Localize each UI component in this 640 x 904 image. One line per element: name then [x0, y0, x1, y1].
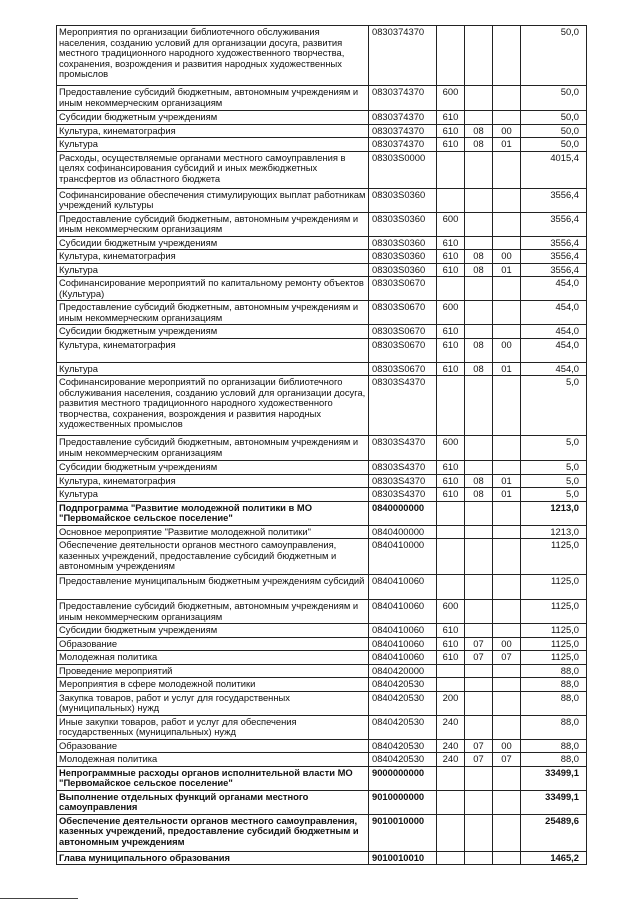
cell-subsection: 01 [493, 362, 521, 376]
cell-target-code: 0830374370 [369, 26, 437, 86]
cell-expense-type: 610 [437, 338, 465, 362]
cell-name: Образование [57, 637, 369, 651]
table-row [57, 651, 587, 665]
cell-section [465, 436, 493, 461]
cell-expense-type [437, 575, 465, 600]
cell-amount: 88,0 [521, 715, 587, 739]
cell-target-code: 08303S4370 [369, 461, 437, 475]
cell-name: Культура, кинематография [57, 338, 369, 362]
cell-subsection [493, 575, 521, 600]
cell-name: Непрограммные расходы органов исполнительной власти МО "Первомайское сельское поселение" [57, 766, 369, 790]
table-row [57, 715, 587, 739]
cell-subsection [493, 766, 521, 790]
table-row [57, 664, 587, 678]
cell-subsection: 00 [493, 739, 521, 753]
cell-section [465, 600, 493, 624]
cell-section: 08 [465, 362, 493, 376]
cell-amount: 1125,0 [521, 539, 587, 575]
cell-subsection [493, 86, 521, 111]
cell-section [465, 814, 493, 851]
cell-amount: 1465,2 [521, 851, 587, 865]
cell-amount: 88,0 [521, 678, 587, 692]
cell-subsection: 01 [493, 488, 521, 502]
cell-subsection [493, 501, 521, 525]
cell-section [465, 151, 493, 188]
cell-target-code: 0840410060 [369, 651, 437, 665]
cell-amount: 1125,0 [521, 600, 587, 624]
table-row [57, 474, 587, 488]
cell-expense-type: 610 [437, 651, 465, 665]
cell-section [465, 525, 493, 539]
cell-name: Предоставление муниципальным бюджетным учреждениям субсидий [57, 575, 369, 600]
cell-amount: 1213,0 [521, 525, 587, 539]
table-row [57, 600, 587, 624]
cell-section [465, 715, 493, 739]
cell-target-code: 08303S0360 [369, 236, 437, 250]
cell-section [465, 236, 493, 250]
cell-amount: 50,0 [521, 138, 587, 152]
cell-target-code: 0840420530 [369, 739, 437, 753]
cell-name: Молодежная политика [57, 651, 369, 665]
cell-expense-type: 610 [437, 325, 465, 339]
budget-expenditure-table [56, 25, 587, 865]
cell-name: Иные закупки товаров, работ и услуг для обеспечения государственных (муниципальных) нужд [57, 715, 369, 739]
cell-section: 08 [465, 124, 493, 138]
cell-target-code: 08303S0360 [369, 263, 437, 277]
cell-expense-type: 610 [437, 637, 465, 651]
cell-target-code: 9010010010 [369, 851, 437, 865]
cell-section [465, 766, 493, 790]
cell-amount: 1125,0 [521, 575, 587, 600]
table-row [57, 325, 587, 339]
cell-name: Молодежная политика [57, 753, 369, 767]
cell-amount: 1125,0 [521, 651, 587, 665]
cell-name: Культура, кинематография [57, 124, 369, 138]
cell-amount: 454,0 [521, 325, 587, 339]
cell-section [465, 624, 493, 638]
cell-target-code: 08303S4370 [369, 488, 437, 502]
cell-name: Субсидии бюджетным учреждениям [57, 236, 369, 250]
cell-amount: 3556,4 [521, 250, 587, 264]
cell-target-code: 0840420530 [369, 753, 437, 767]
table-row [57, 301, 587, 325]
cell-name: Глава муниципального образования [57, 851, 369, 865]
cell-subsection: 01 [493, 474, 521, 488]
cell-expense-type [437, 766, 465, 790]
cell-section [465, 325, 493, 339]
cell-section [465, 461, 493, 475]
cell-amount: 4015,4 [521, 151, 587, 188]
table-row [57, 525, 587, 539]
cell-section: 08 [465, 263, 493, 277]
cell-subsection: 00 [493, 637, 521, 651]
cell-amount: 5,0 [521, 376, 587, 436]
cell-expense-type: 610 [437, 236, 465, 250]
cell-name: Подпрограмма "Развитие молодежной политики в МО "Первомайское сельское поселение" [57, 501, 369, 525]
cell-amount: 454,0 [521, 301, 587, 325]
cell-subsection [493, 600, 521, 624]
cell-expense-type [437, 26, 465, 86]
cell-name: Мероприятия по организации библиотечного обслуживания населения, созданию условий для организации досуга, развития местного традиционного народного художественного творчества, сохранения, возрождения и развития народных художественных промыслов [57, 26, 369, 86]
cell-target-code: 0840410060 [369, 637, 437, 651]
cell-target-code: 0830374370 [369, 86, 437, 111]
cell-name: Субсидии бюджетным учреждениям [57, 325, 369, 339]
cell-section [465, 26, 493, 86]
table-row [57, 436, 587, 461]
table-row [57, 188, 587, 212]
cell-name: Выполнение отдельных функций органами местного самоуправления [57, 790, 369, 814]
cell-expense-type [437, 664, 465, 678]
cell-name: Основное мероприятие "Развитие молодежной политики" [57, 525, 369, 539]
cell-name: Культура [57, 138, 369, 152]
cell-expense-type: 600 [437, 436, 465, 461]
cell-target-code: 08303S0000 [369, 151, 437, 188]
table-row [57, 575, 587, 600]
cell-amount: 3556,4 [521, 236, 587, 250]
cell-subsection: 00 [493, 338, 521, 362]
cell-amount: 5,0 [521, 461, 587, 475]
cell-expense-type: 600 [437, 301, 465, 325]
footnote-divider [0, 898, 78, 899]
cell-target-code: 08303S0670 [369, 362, 437, 376]
table-row [57, 461, 587, 475]
cell-name: Культура [57, 362, 369, 376]
cell-name: Предоставление субсидий бюджетным, автономным учреждениям и иным некоммерческим организациям [57, 212, 369, 236]
cell-target-code: 0840420530 [369, 715, 437, 739]
cell-name: Предоставление субсидий бюджетным, автономным учреждениям и иным некоммерческим организациям [57, 436, 369, 461]
cell-subsection [493, 436, 521, 461]
cell-subsection: 00 [493, 250, 521, 264]
cell-section: 07 [465, 753, 493, 767]
cell-expense-type: 610 [437, 488, 465, 502]
cell-subsection: 00 [493, 124, 521, 138]
cell-section [465, 691, 493, 715]
table-row [57, 277, 587, 301]
cell-expense-type: 610 [437, 250, 465, 264]
cell-target-code: 9010010000 [369, 814, 437, 851]
table-row [57, 124, 587, 138]
cell-subsection [493, 715, 521, 739]
cell-target-code: 0830374370 [369, 138, 437, 152]
cell-subsection [493, 678, 521, 692]
cell-expense-type: 610 [437, 474, 465, 488]
cell-target-code: 0830374370 [369, 111, 437, 125]
cell-subsection: 01 [493, 138, 521, 152]
table-row [57, 250, 587, 264]
cell-subsection [493, 461, 521, 475]
cell-subsection [493, 624, 521, 638]
cell-expense-type: 610 [437, 624, 465, 638]
table-row [57, 338, 587, 362]
cell-name: Субсидии бюджетным учреждениям [57, 111, 369, 125]
cell-subsection: 07 [493, 753, 521, 767]
cell-target-code: 08303S0360 [369, 188, 437, 212]
cell-name: Софинансирование мероприятий по организации библиотечного обслуживания населения, созданию условий для организации досуга, развития местного традиционного народного художественного творчества, сохранения, возрождения и развития народных художественных промыслов [57, 376, 369, 436]
cell-section [465, 212, 493, 236]
table-row [57, 790, 587, 814]
cell-name: Образование [57, 739, 369, 753]
cell-amount: 33499,1 [521, 790, 587, 814]
cell-amount: 88,0 [521, 691, 587, 715]
table-row [57, 851, 587, 865]
cell-section [465, 678, 493, 692]
cell-target-code: 08303S4370 [369, 436, 437, 461]
cell-subsection [493, 111, 521, 125]
cell-subsection [493, 790, 521, 814]
table-row [57, 814, 587, 851]
cell-expense-type [437, 814, 465, 851]
cell-name: Закупка товаров, работ и услуг для государственных (муниципальных) нужд [57, 691, 369, 715]
cell-name: Расходы, осуществляемые органами местного самоуправления в целях софинансирования субсидий и иных межбюджетных трансфертов из областного бюджета [57, 151, 369, 188]
cell-target-code: 0840420000 [369, 664, 437, 678]
cell-subsection [493, 691, 521, 715]
cell-expense-type: 240 [437, 715, 465, 739]
budget-table-container [56, 25, 586, 865]
cell-name: Предоставление субсидий бюджетным, автономным учреждениям и иным некоммерческим организациям [57, 86, 369, 111]
cell-amount: 33499,1 [521, 766, 587, 790]
cell-expense-type [437, 376, 465, 436]
cell-section [465, 851, 493, 865]
cell-expense-type [437, 277, 465, 301]
cell-name: Софинансирование обеспечения стимулирующих выплат работникам учреждений культуры [57, 188, 369, 212]
cell-section: 08 [465, 138, 493, 152]
cell-subsection [493, 188, 521, 212]
cell-section [465, 664, 493, 678]
cell-section [465, 790, 493, 814]
table-row [57, 501, 587, 525]
cell-subsection [493, 539, 521, 575]
table-row [57, 637, 587, 651]
cell-target-code: 0840000000 [369, 501, 437, 525]
cell-expense-type [437, 188, 465, 212]
cell-expense-type: 240 [437, 739, 465, 753]
cell-name: Субсидии бюджетным учреждениям [57, 624, 369, 638]
cell-subsection [493, 236, 521, 250]
cell-section [465, 376, 493, 436]
cell-expense-type: 600 [437, 86, 465, 111]
cell-subsection [493, 151, 521, 188]
cell-section: 08 [465, 250, 493, 264]
cell-expense-type: 610 [437, 362, 465, 376]
cell-expense-type [437, 851, 465, 865]
cell-section: 07 [465, 739, 493, 753]
cell-expense-type: 610 [437, 111, 465, 125]
cell-section [465, 277, 493, 301]
cell-subsection: 07 [493, 651, 521, 665]
cell-amount: 5,0 [521, 436, 587, 461]
cell-section [465, 86, 493, 111]
cell-amount: 454,0 [521, 338, 587, 362]
cell-expense-type: 600 [437, 212, 465, 236]
table-row [57, 212, 587, 236]
cell-target-code: 0840420530 [369, 691, 437, 715]
table-row [57, 539, 587, 575]
table-body [57, 26, 587, 865]
cell-target-code: 08303S4370 [369, 474, 437, 488]
cell-section: 08 [465, 474, 493, 488]
cell-section [465, 539, 493, 575]
cell-target-code: 08303S0360 [369, 212, 437, 236]
cell-name: Обеспечение деятельности органов местного самоуправления, казенных учреждений, предоставление субсидий бюджетным и автономным учреждениям [57, 814, 369, 851]
cell-section: 08 [465, 338, 493, 362]
cell-expense-type [437, 678, 465, 692]
cell-name: Предоставление субсидий бюджетным, автономным учреждениям и иным некоммерческим организациям [57, 600, 369, 624]
cell-name: Софинансирование мероприятий по капитальному ремонту объектов (Культура) [57, 277, 369, 301]
table-row [57, 151, 587, 188]
table-row [57, 111, 587, 125]
cell-amount: 5,0 [521, 488, 587, 502]
cell-expense-type [437, 539, 465, 575]
cell-expense-type: 240 [437, 753, 465, 767]
cell-amount: 454,0 [521, 362, 587, 376]
cell-amount: 5,0 [521, 474, 587, 488]
cell-amount: 50,0 [521, 124, 587, 138]
cell-amount: 25489,6 [521, 814, 587, 851]
table-row [57, 362, 587, 376]
table-row [57, 86, 587, 111]
cell-name: Обеспечение деятельности органов местного самоуправления, казенных учреждений, предоставление субсидий бюджетным и автономным учреждениям [57, 539, 369, 575]
cell-name: Культура, кинематография [57, 474, 369, 488]
cell-amount: 1125,0 [521, 624, 587, 638]
cell-target-code: 08303S0670 [369, 277, 437, 301]
cell-subsection [493, 851, 521, 865]
cell-amount: 1213,0 [521, 501, 587, 525]
cell-amount: 1125,0 [521, 637, 587, 651]
cell-section [465, 575, 493, 600]
table-row [57, 678, 587, 692]
cell-amount: 50,0 [521, 86, 587, 111]
cell-amount: 3556,4 [521, 212, 587, 236]
cell-section [465, 111, 493, 125]
cell-name: Предоставление субсидий бюджетным, автономным учреждениям и иным некоммерческим организациям [57, 301, 369, 325]
cell-section: 07 [465, 637, 493, 651]
cell-amount: 50,0 [521, 111, 587, 125]
cell-subsection [493, 26, 521, 86]
cell-expense-type [437, 790, 465, 814]
cell-expense-type: 610 [437, 138, 465, 152]
cell-expense-type: 610 [437, 263, 465, 277]
cell-target-code: 0840420530 [369, 678, 437, 692]
cell-target-code: 0840410000 [369, 539, 437, 575]
cell-expense-type: 600 [437, 600, 465, 624]
cell-name: Культура [57, 488, 369, 502]
cell-amount: 454,0 [521, 277, 587, 301]
cell-expense-type [437, 501, 465, 525]
table-row [57, 263, 587, 277]
table-row [57, 624, 587, 638]
cell-amount: 88,0 [521, 753, 587, 767]
cell-amount: 88,0 [521, 664, 587, 678]
cell-section: 07 [465, 651, 493, 665]
cell-amount: 88,0 [521, 739, 587, 753]
table-row [57, 766, 587, 790]
table-row [57, 376, 587, 436]
cell-target-code: 0830374370 [369, 124, 437, 138]
table-row [57, 488, 587, 502]
table-row [57, 236, 587, 250]
cell-target-code: 08303S4370 [369, 376, 437, 436]
cell-subsection: 01 [493, 263, 521, 277]
table-row [57, 26, 587, 86]
table-row [57, 739, 587, 753]
cell-section [465, 501, 493, 525]
cell-subsection [493, 212, 521, 236]
table-row [57, 753, 587, 767]
cell-expense-type: 610 [437, 124, 465, 138]
cell-name: Мероприятия в сфере молодежной политики [57, 678, 369, 692]
table-row [57, 138, 587, 152]
cell-subsection [493, 325, 521, 339]
cell-target-code: 0840410060 [369, 600, 437, 624]
cell-target-code: 08303S0670 [369, 301, 437, 325]
cell-target-code: 0840410060 [369, 575, 437, 600]
cell-subsection [493, 664, 521, 678]
cell-section [465, 301, 493, 325]
cell-subsection [493, 814, 521, 851]
cell-expense-type [437, 151, 465, 188]
cell-subsection [493, 277, 521, 301]
cell-subsection [493, 301, 521, 325]
cell-target-code: 9010000000 [369, 790, 437, 814]
cell-target-code: 0840410060 [369, 624, 437, 638]
cell-target-code: 08303S0360 [369, 250, 437, 264]
cell-subsection [493, 376, 521, 436]
cell-name: Субсидии бюджетным учреждениям [57, 461, 369, 475]
cell-expense-type [437, 525, 465, 539]
cell-expense-type: 610 [437, 461, 465, 475]
cell-amount: 50,0 [521, 26, 587, 86]
cell-section: 08 [465, 488, 493, 502]
table-row [57, 691, 587, 715]
cell-target-code: 9000000000 [369, 766, 437, 790]
cell-expense-type: 200 [437, 691, 465, 715]
cell-target-code: 0840400000 [369, 525, 437, 539]
cell-amount: 3556,4 [521, 263, 587, 277]
cell-amount: 3556,4 [521, 188, 587, 212]
cell-name: Проведение мероприятий [57, 664, 369, 678]
cell-target-code: 08303S0670 [369, 325, 437, 339]
cell-name: Культура [57, 263, 369, 277]
cell-name: Культура, кинематография [57, 250, 369, 264]
cell-target-code: 08303S0670 [369, 338, 437, 362]
cell-section [465, 188, 493, 212]
cell-subsection [493, 525, 521, 539]
